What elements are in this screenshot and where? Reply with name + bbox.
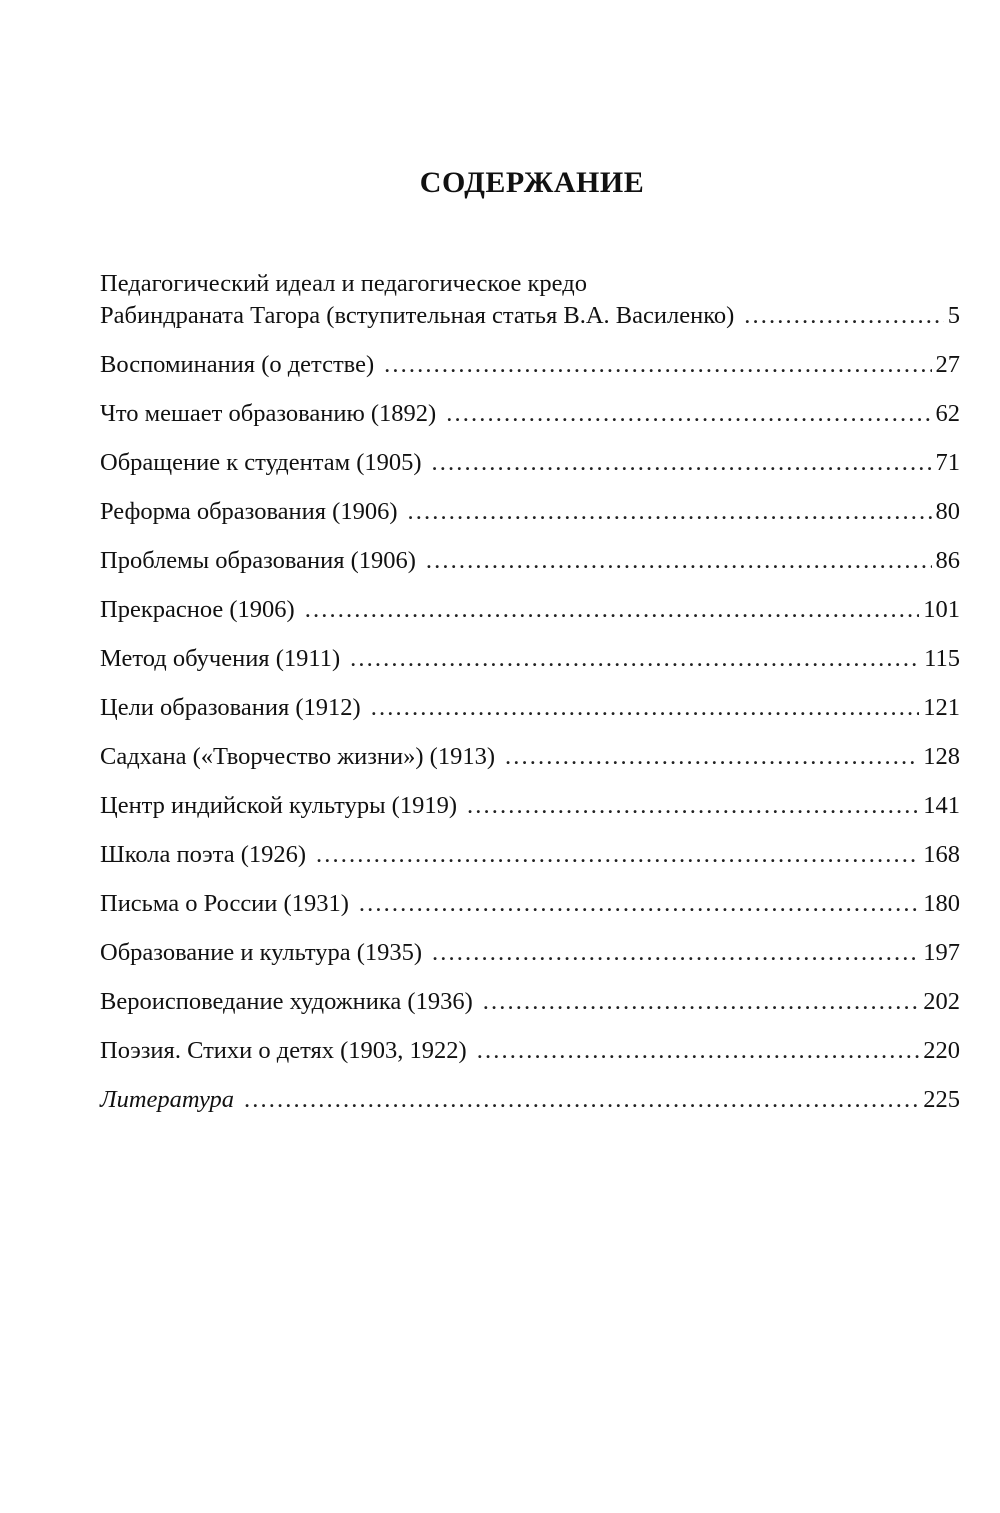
page-title: СОДЕРЖАНИЕ: [419, 166, 645, 199]
toc-page-number: 86: [935, 547, 960, 574]
toc-entry-title: Школа поэта (1926): [100, 841, 307, 868]
toc-page-number: 62: [935, 400, 960, 427]
toc-entry-title: Метод обучения (1911): [100, 645, 341, 672]
toc-entry: [100, 937, 960, 969]
dot-leader: [477, 1035, 920, 1067]
toc-entry: [100, 447, 960, 479]
toc-entry-title: Вероисповедание художника (1936): [100, 988, 473, 1015]
toc-entry-line2: [100, 300, 960, 332]
toc-page-number: 121: [923, 694, 960, 721]
toc-entry-title: Что мешает образованию (1892): [100, 400, 437, 427]
toc-entry-title-line2: Рабиндраната Тагора (вступительная статья В.А. Василенко): [100, 302, 735, 329]
dot-leader: [371, 692, 920, 724]
toc-page-number: 80: [935, 498, 960, 525]
toc-entry: [100, 839, 960, 871]
toc-entry-title: Письма о России (1931): [100, 890, 349, 917]
toc-page-number: 202: [923, 988, 960, 1015]
table-of-contents: [100, 268, 960, 1133]
toc-entry-title: Обращение к студентам (1905): [100, 449, 422, 476]
dot-leader: [483, 986, 920, 1018]
toc-page-number: 27: [935, 351, 960, 378]
toc-page-number: 197: [923, 939, 960, 966]
dot-leader: [384, 349, 931, 381]
toc-entry: [100, 349, 960, 381]
toc-entry-title: Цели образования (1912): [100, 694, 361, 721]
dot-leader: [426, 545, 932, 577]
toc-entry: [100, 1035, 960, 1067]
toc-entry-bibliography: [100, 1084, 960, 1116]
toc-entry: [100, 888, 960, 920]
toc-entry: [100, 496, 960, 528]
dot-leader: [744, 300, 943, 332]
toc-page-number: 128: [923, 743, 960, 770]
dot-leader: [505, 741, 919, 773]
dot-leader: [408, 496, 932, 528]
toc-entry: [100, 986, 960, 1018]
toc-entry: [100, 398, 960, 430]
dot-leader: [350, 643, 920, 675]
toc-entry-title: Садхана («Творчество жизни») (1913): [100, 743, 495, 770]
toc-entry: [100, 268, 960, 332]
toc-entry: [100, 643, 960, 675]
toc-page-number: 71: [935, 449, 960, 476]
toc-entry: [100, 545, 960, 577]
toc-entry-title: Реформа образования (1906): [100, 498, 398, 525]
dot-leader: [467, 790, 919, 822]
toc-entry-title: Проблемы образования (1906): [100, 547, 416, 574]
toc-page-number: 115: [924, 645, 960, 672]
toc-entry-title: Литература: [100, 1086, 235, 1113]
toc-page-number: 225: [923, 1086, 960, 1113]
toc-page-number: 220: [923, 1037, 960, 1064]
dot-leader: [359, 888, 919, 920]
dot-leader: [244, 1084, 919, 1116]
toc-entry: [100, 741, 960, 773]
toc-entry-title: Центр индийской культуры (1919): [100, 792, 457, 819]
dot-leader: [446, 398, 931, 430]
toc-page-number: 5: [947, 302, 960, 329]
toc-page-number: 180: [923, 890, 960, 917]
dot-leader: [432, 937, 919, 969]
dot-leader: [316, 839, 919, 871]
toc-entry: [100, 594, 960, 626]
toc-entry-title-line1: Педагогический идеал и педагогическое кредо: [100, 270, 587, 297]
toc-entry-title: Образование и культура (1935): [100, 939, 423, 966]
toc-entry-title: Прекрасное (1906): [100, 596, 295, 623]
toc-entry-title: Воспоминания (о детстве): [100, 351, 375, 378]
toc-entry: [100, 790, 960, 822]
dot-leader: [305, 594, 920, 626]
toc-entry: [100, 692, 960, 724]
toc-page-number: 101: [923, 596, 960, 623]
dot-leader: [432, 447, 932, 479]
toc-page-number: 141: [923, 792, 960, 819]
toc-page-number: 168: [923, 841, 960, 868]
toc-entry-title: Поэзия. Стихи о детях (1903, 1922): [100, 1037, 467, 1064]
